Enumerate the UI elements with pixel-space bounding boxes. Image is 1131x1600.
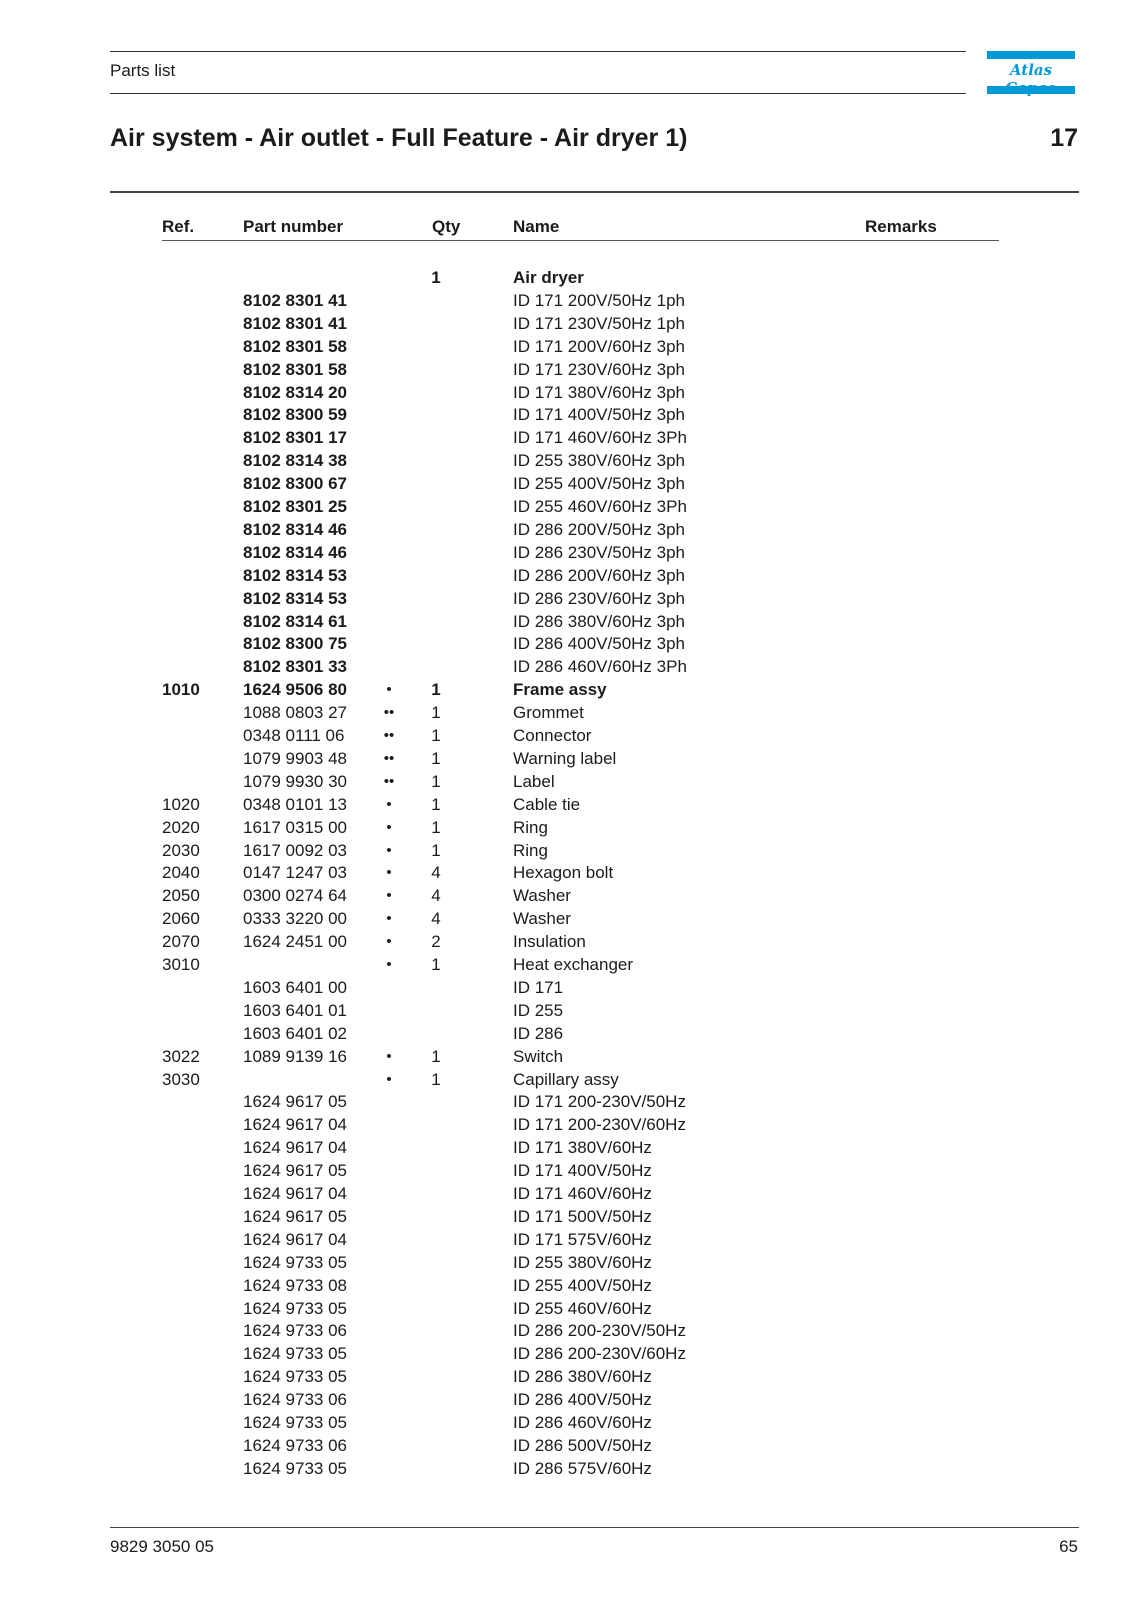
cell-name: ID 286 230V/60Hz 3ph	[513, 588, 686, 608]
table-row	[0, 266, 1131, 289]
cell-part-number: 1089 9139 16	[243, 1046, 347, 1066]
cell-ref: 2050	[162, 886, 200, 906]
cell-part-number: 8102 8314 38	[243, 451, 347, 471]
cell-name: Ring	[513, 840, 548, 860]
cell-name: ID 171 200-230V/60Hz	[513, 1115, 686, 1135]
cell-name: Grommet	[513, 703, 584, 723]
cell-name: ID 171 230V/60Hz 3ph	[513, 359, 686, 379]
cell-qty: 1	[431, 726, 441, 745]
table-row	[0, 358, 1131, 381]
cell-part-number: 8102 8301 17	[243, 428, 347, 448]
cell-name: Label	[513, 771, 555, 791]
cell-part-number: 8102 8300 67	[243, 474, 347, 494]
cell-name: ID 286 380V/60Hz 3ph	[513, 611, 686, 631]
cell-name: Cable tie	[513, 794, 581, 814]
cell-part-number: 8102 8301 41	[243, 290, 347, 310]
table-row	[0, 1113, 1131, 1136]
table-row	[0, 907, 1131, 930]
table-row	[0, 564, 1131, 587]
cell-part-number: 1617 0315 00	[243, 817, 347, 837]
cell-part-number: 1624 9733 05	[243, 1252, 347, 1272]
cell-level-dots: •	[386, 864, 392, 882]
cell-part-number: 1624 9506 80	[243, 680, 347, 700]
cell-level-dots: ••	[383, 749, 395, 767]
cell-qty: 1	[431, 840, 441, 860]
cell-name: ID 171 380V/60Hz 3ph	[513, 382, 686, 402]
table-row	[0, 518, 1131, 541]
cell-ref: 2020	[162, 817, 200, 837]
cell-name: ID 171 230V/50Hz 1ph	[513, 313, 686, 333]
cell-name: Capillary assy	[513, 1069, 619, 1089]
header-rule-top	[110, 51, 966, 52]
table-row	[0, 1182, 1131, 1205]
cell-ref: 2040	[162, 863, 200, 883]
cell-ref: 2030	[162, 840, 200, 860]
cell-name: ID 286 500V/50Hz	[513, 1435, 652, 1455]
cell-part-number: 0300 0274 64	[243, 886, 347, 906]
cell-part-number: 1624 9733 05	[243, 1413, 347, 1432]
cell-name: ID 255 460V/60Hz 3Ph	[513, 497, 687, 516]
cell-level-dots: ••	[383, 727, 395, 744]
table-row	[0, 1457, 1131, 1480]
cell-name: Washer	[513, 886, 571, 906]
cell-level-dots: •	[386, 818, 392, 836]
table-row	[0, 587, 1131, 610]
cell-ref: 3022	[162, 1046, 200, 1066]
cell-qty: 1	[431, 794, 441, 814]
cell-part-number: 1624 9733 06	[243, 1390, 347, 1410]
cell-part-number: 1624 9617 04	[243, 1184, 347, 1203]
cell-level-dots: •	[386, 933, 392, 951]
cell-part-number: 8102 8300 59	[243, 405, 347, 425]
cell-name: ID 171 400V/50Hz 3ph	[513, 405, 686, 425]
table-row	[0, 1342, 1131, 1365]
table-row	[0, 610, 1131, 633]
table-row	[0, 312, 1131, 335]
table-row	[0, 1228, 1131, 1251]
cell-ref: 3030	[162, 1069, 200, 1089]
cell-name: Hexagon bolt	[513, 863, 614, 883]
cell-part-number: 8102 8300 75	[243, 634, 347, 654]
table-row	[0, 976, 1131, 999]
table-row	[0, 495, 1131, 518]
logo-text: Atlas	[1009, 61, 1053, 79]
cell-name: ID 286 200V/50Hz 3ph	[513, 519, 686, 539]
table-row	[0, 335, 1131, 358]
cell-ref: 2070	[162, 932, 200, 952]
logo-bar-top	[987, 51, 1075, 59]
cell-name: ID 171 200V/50Hz 1ph	[513, 290, 686, 310]
cell-ref: 3010	[162, 955, 200, 974]
cell-level-dots: •	[386, 956, 392, 973]
table-row	[0, 747, 1131, 770]
table-row	[0, 884, 1131, 907]
cell-part-number: 1603 6401 00	[243, 977, 347, 997]
cell-name: ID 171 500V/50Hz	[513, 1206, 652, 1226]
column-header-ref: Ref.	[162, 217, 195, 236]
cell-part-number: 8102 8301 25	[243, 497, 347, 516]
cell-name: ID 171 575V/60Hz	[513, 1229, 652, 1249]
cell-name: ID 171 460V/60Hz	[513, 1184, 652, 1203]
section-label: Parts list	[110, 61, 176, 80]
table-row	[0, 472, 1131, 495]
cell-part-number: 1624 2451 00	[243, 932, 347, 952]
cell-level-dots: •	[386, 681, 392, 699]
cell-name: ID 255 380V/60Hz	[513, 1252, 652, 1272]
table-row	[0, 930, 1131, 953]
cell-part-number: 1624 9733 06	[243, 1321, 347, 1341]
cell-name: Insulation	[513, 932, 586, 952]
cell-name: ID 286 575V/60Hz	[513, 1458, 652, 1478]
cell-part-number: 1624 9617 04	[243, 1229, 347, 1249]
cell-qty: 1	[431, 748, 441, 768]
cell-name: ID 286 400V/50Hz	[513, 1390, 652, 1410]
cell-name: ID 255	[513, 1000, 564, 1020]
cell-level-dots: •	[386, 1070, 392, 1088]
cell-name: ID 286 460V/60Hz 3Ph	[513, 657, 687, 677]
table-row	[0, 701, 1131, 724]
cell-part-number: 1624 9617 04	[243, 1115, 347, 1135]
table-row	[0, 449, 1131, 472]
cell-name: ID 286 200V/60Hz 3ph	[513, 565, 686, 585]
cell-part-number: 8102 8314 46	[243, 519, 347, 539]
table-row	[0, 1159, 1131, 1182]
page-title: Air system - Air outlet - Full Feature - Air dryer 1)	[110, 124, 688, 152]
table-row	[0, 1297, 1131, 1320]
cell-part-number: 0333 3220 00	[243, 909, 347, 929]
table-row	[0, 1411, 1131, 1434]
cell-qty: 1	[431, 268, 441, 287]
cell-name: ID 171 400V/50Hz	[513, 1161, 652, 1181]
cell-part-number: 1624 9733 05	[243, 1367, 347, 1387]
cell-part-number: 0348 0101 13	[243, 794, 347, 814]
cell-part-number: 1624 9733 05	[243, 1344, 347, 1364]
cell-qty: 1	[431, 703, 441, 723]
cell-level-dots: •	[386, 910, 392, 928]
table-row	[0, 1251, 1131, 1274]
cell-part-number: 8102 8314 53	[243, 565, 347, 585]
cell-part-number: 1603 6401 01	[243, 1000, 347, 1020]
table-row	[0, 541, 1131, 564]
cell-part-number: 1624 9733 08	[243, 1275, 347, 1295]
cell-name: ID 255 380V/60Hz 3ph	[513, 451, 686, 471]
cell-qty: 1	[431, 1069, 441, 1089]
cell-part-number: 1079 9930 30	[243, 771, 347, 791]
cell-part-number: 1617 0092 03	[243, 840, 347, 860]
cell-part-number: 1624 9617 05	[243, 1092, 347, 1112]
cell-level-dots: ••	[383, 704, 395, 722]
column-header-part-number: Part number	[243, 217, 344, 236]
cell-qty: 1	[431, 771, 441, 791]
cell-name: ID 255 400V/50Hz	[513, 1275, 652, 1295]
column-header-name: Name	[513, 217, 560, 236]
cell-part-number: 8102 8314 46	[243, 542, 347, 562]
table-row	[0, 289, 1131, 312]
atlas-copco-logo	[987, 51, 1075, 94]
cell-qty: 2	[431, 932, 441, 952]
cell-qty: 1	[431, 955, 441, 974]
column-header-qty: Qty	[432, 217, 461, 236]
table-row	[0, 839, 1131, 862]
cell-part-number: 8102 8301 41	[243, 313, 347, 333]
cell-name: ID 171 380V/60Hz	[513, 1138, 652, 1158]
table-row	[0, 1274, 1131, 1297]
cell-name: Frame assy	[513, 680, 607, 700]
cell-qty: 1	[431, 1046, 441, 1066]
cell-part-number: 8102 8314 20	[243, 382, 347, 402]
cell-name: ID 286 200-230V/50Hz	[513, 1321, 686, 1341]
cell-name: ID 286 200-230V/60Hz	[513, 1344, 686, 1364]
table-row	[0, 632, 1131, 655]
cell-name: Washer	[513, 909, 571, 929]
cell-qty: 1	[431, 817, 441, 837]
cell-part-number: 1624 9733 05	[243, 1458, 347, 1478]
table-row	[0, 999, 1131, 1022]
table-row	[0, 1068, 1131, 1091]
cell-name: Ring	[513, 817, 548, 837]
chapter-number: 17	[1050, 124, 1078, 152]
cell-name: ID 286 460V/60Hz	[513, 1413, 652, 1432]
cell-name: ID 286 230V/50Hz 3ph	[513, 542, 686, 562]
cell-name: Switch	[513, 1046, 564, 1066]
cell-part-number: 1624 9617 05	[243, 1206, 347, 1226]
cell-part-number: 1088 0803 27	[243, 703, 347, 723]
cell-level-dots: •	[386, 841, 392, 859]
table-row	[0, 793, 1131, 816]
logo-bar-bottom	[987, 86, 1075, 94]
table-row	[0, 1319, 1131, 1342]
table-row	[0, 1205, 1131, 1228]
cell-name: ID 171	[513, 977, 564, 997]
table-row	[0, 1434, 1131, 1457]
cell-part-number: 8102 8301 33	[243, 657, 347, 677]
cell-part-number: 8102 8314 53	[243, 588, 347, 608]
cell-ref: 2060	[162, 909, 200, 929]
page-number: 65	[1059, 1537, 1078, 1556]
cell-name: ID 171 460V/60Hz 3Ph	[513, 428, 687, 448]
cell-name: ID 286 380V/60Hz	[513, 1367, 652, 1387]
table-row	[0, 1136, 1131, 1159]
table-row	[0, 816, 1131, 839]
cell-name: ID 255 460V/60Hz	[513, 1298, 652, 1318]
table-row	[0, 953, 1131, 976]
cell-qty: 1	[431, 680, 441, 700]
table-row	[0, 381, 1131, 404]
footer-rule	[110, 1527, 1079, 1528]
cell-part-number: 1624 9617 04	[243, 1138, 347, 1158]
table-row	[0, 655, 1131, 678]
table-row	[0, 1090, 1131, 1113]
cell-part-number: 1624 9733 06	[243, 1435, 347, 1455]
cell-part-number: 8102 8314 61	[243, 611, 347, 631]
cell-level-dots: •	[386, 795, 392, 813]
cell-name: ID 286 400V/50Hz 3ph	[513, 634, 686, 654]
table-row	[0, 724, 1131, 747]
cell-ref: 1010	[162, 680, 200, 700]
cell-part-number: 8102 8301 58	[243, 359, 347, 379]
cell-qty: 4	[431, 863, 441, 883]
cell-part-number: 1603 6401 02	[243, 1023, 347, 1043]
cell-name: Warning label	[513, 748, 617, 768]
cell-qty: 4	[431, 909, 441, 929]
cell-name: Heat exchanger	[513, 955, 634, 974]
cell-name: ID 255 400V/50Hz 3ph	[513, 474, 686, 494]
cell-part-number: 1079 9903 48	[243, 748, 347, 768]
cell-name: Connector	[513, 726, 592, 745]
table-row	[0, 403, 1131, 426]
table-header-rule	[162, 240, 999, 241]
title-rule	[110, 191, 1079, 193]
document-number: 9829 3050 05	[110, 1537, 214, 1556]
table-row	[0, 1365, 1131, 1388]
column-header-remarks: Remarks	[865, 217, 937, 236]
table-row	[0, 770, 1131, 793]
cell-part-number: 1624 9617 05	[243, 1161, 347, 1181]
cell-name: Air dryer	[513, 268, 584, 287]
header-rule-bottom	[110, 93, 966, 94]
table-row	[0, 1045, 1131, 1068]
cell-name: ID 171 200-230V/50Hz	[513, 1092, 686, 1112]
cell-level-dots: ••	[383, 772, 395, 790]
cell-part-number: 8102 8301 58	[243, 336, 347, 356]
cell-qty: 4	[431, 886, 441, 906]
table-row	[0, 1388, 1131, 1411]
table-row	[0, 1022, 1131, 1045]
table-row	[0, 426, 1131, 449]
cell-name: ID 171 200V/60Hz 3ph	[513, 336, 686, 356]
table-row	[0, 678, 1131, 701]
cell-part-number: 1624 9733 05	[243, 1298, 347, 1318]
cell-level-dots: •	[386, 887, 392, 905]
cell-part-number: 0348 0111 06	[243, 726, 345, 745]
table-row	[0, 861, 1131, 884]
cell-name: ID 286	[513, 1023, 564, 1043]
cell-ref: 1020	[162, 794, 200, 814]
cell-level-dots: •	[386, 1047, 392, 1065]
cell-part-number: 0147 1247 03	[243, 863, 347, 883]
